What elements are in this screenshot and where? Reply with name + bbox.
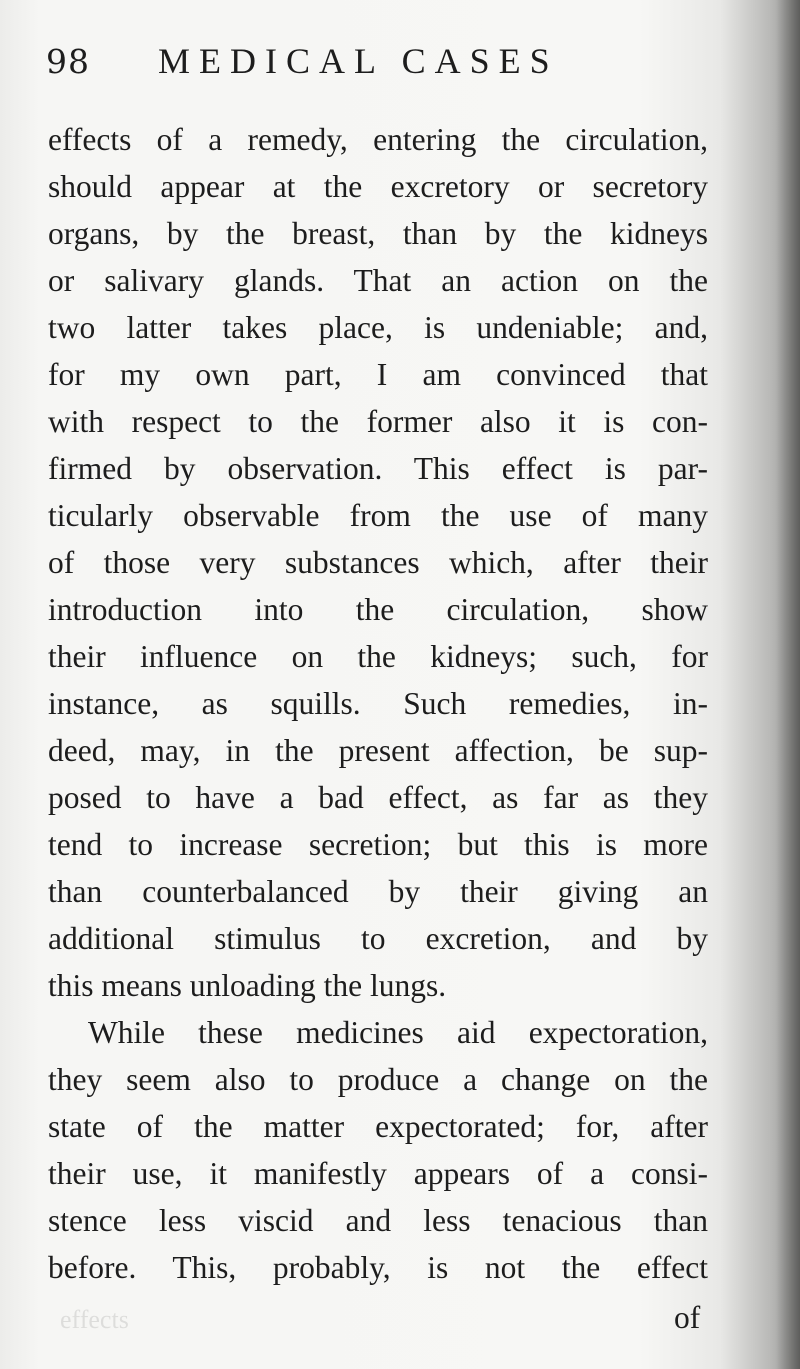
- text-line: before. This, probably, is not the effect: [48, 1250, 708, 1285]
- text-line: their use, it manifestly appears of a consi-: [48, 1156, 708, 1191]
- text-line: with respect to the former also it is con-: [48, 404, 708, 439]
- text-line: firmed by observation. This effect is par-: [48, 451, 708, 486]
- text-body: [48, 116, 708, 1291]
- text-line: instance, as squills. Such remedies, in-: [48, 686, 708, 721]
- catchword: of: [674, 1300, 701, 1335]
- text-line: than counterbalanced by their giving an: [48, 874, 708, 909]
- text-line: organs, by the breast, than by the kidneys: [48, 216, 708, 251]
- text-line: state of the matter expectorated; for, after: [48, 1109, 708, 1144]
- text-line: introduction into the circulation, show: [48, 592, 708, 627]
- text-line: they seem also to produce a change on the: [48, 1062, 708, 1097]
- text-line: additional stimulus to excretion, and by: [48, 921, 708, 956]
- text-line: two latter takes place, is undeniable; and,: [48, 310, 708, 345]
- text-line: effects of a remedy, entering the circulation,: [48, 122, 708, 157]
- text-line: deed, may, in the present affection, be sup-: [48, 733, 708, 768]
- paragraph-first-line: While these medicines aid expectoration,: [88, 1015, 708, 1050]
- text-line: of those very substances which, after their: [48, 545, 708, 580]
- text-line: this means unloading the lungs.: [48, 968, 447, 1003]
- text-line: their influence on the kidneys; such, for: [48, 639, 708, 674]
- show-through-text: effects: [60, 1305, 129, 1334]
- text-line: or salivary glands. That an action on the: [48, 263, 708, 298]
- running-head: MEDICAL CASES: [158, 41, 559, 81]
- page-header: [46, 40, 746, 90]
- page-number: 98: [46, 42, 90, 81]
- text-line: posed to have a bad effect, as far as they: [48, 780, 708, 815]
- text-line: should appear at the excretory or secretory: [48, 169, 708, 204]
- text-line: ticularly observable from the use of many: [48, 498, 708, 533]
- text-line: for my own part, I am convinced that: [48, 357, 708, 392]
- spine-shadow: [776, 0, 800, 1369]
- text-line: tend to increase secretion; but this is more: [48, 827, 708, 862]
- text-line: stence less viscid and less tenacious than: [48, 1203, 708, 1238]
